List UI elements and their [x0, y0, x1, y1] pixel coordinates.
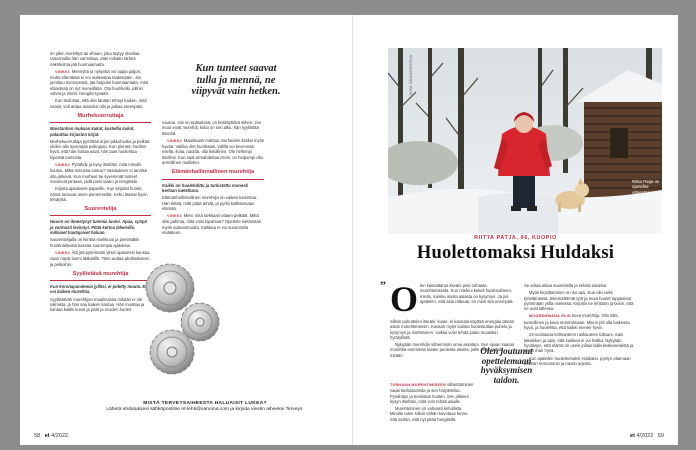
paragraph: nauraa. Jos on epäselvää, on keskityttävä siihen. Jos muut eivät murehdi, kuka on sen alku, hän syyllistää itsensä. [162, 120, 261, 136]
photo-credit: KUVA: SANNA KRISTIINA [409, 55, 413, 95]
section-intro: Huoon on ilmestynyt tummia luomi. Apua, syöpä ja varmasti levinnyt. Pitää kertoa läheisille, millaiset hautajaiset haluan. [50, 219, 147, 236]
magazine-name: et [44, 433, 50, 439]
page-number: 58 [34, 433, 41, 439]
section-title: Murhekuorruttaja [77, 112, 124, 119]
left-page [20, 15, 353, 445]
footer-text: Lähetä ehdotuksesi sähköpostitse et-lehti@sanoma.com ja kirjoita viestin aiheeksi Terveys. [106, 407, 304, 412]
paragraph: Kun tiedostat, että olet tänään tehnyt kaiken, mitä osasit, voit antaa asioiden olla ja jatkaa eteenpäin. [50, 98, 147, 109]
section-intro: Kun koronapandemia jylläsi, ei pidetty muuta. Ei voi kaiken murehtia. [50, 284, 147, 295]
tip-text: Mieti, mitä tarkkaan ottaen pelkäät. Mikä olisi pahinta, mitä voisi tapahtua? Opettele sietämään myös epävarmuutta. Kaikkea ei voi suunnitella etukäteen. [162, 213, 262, 236]
pull-quote-right: Olen joutunut opettelemaan hyväksymisen taidon. [480, 346, 533, 385]
folio-left [34, 433, 68, 439]
paragraph: Elämänhallinnallinen murehtija on vaikea tunnistaa. Hän tietää, mitä pitää tehdä, ja pyrkii hallitsemaan elämää. [162, 195, 258, 211]
issue-number: 4/2022 [636, 433, 654, 439]
tip-text: Mennyttä ja nykyistä voi oppia paljon, mutta elämässä ei voi matkustaa taaksepäin. Jos jumittuu menneessä, jää helposti huomaamatta, mitä elämässä on nyt meneillään. Ota huolihetki, jolloin vatvot ja mietit. Hengitä syvään. [50, 68, 148, 97]
paragraph: Kun ajattelen huolettomaksi Huldaksi, pystyn ottamaan elämän rennommin ja nautin arjesta. [524, 355, 631, 366]
photo-caption: Riitta Patja on opetellut vähentämään murehtimista. [632, 179, 660, 200]
tip-text: Maailmaan mahtuu murheiden lisäksi myös hyvää. Vaikka olet huolissasi, välillä voi kevennää mieltä, iloita, nauttia, olla kiitollinen. Ole hellempi itsellesi. Kun saat armahdettua itsesi, on helpompi olla armollinen muillekin. [162, 137, 265, 166]
right-column-1-top [420, 283, 516, 306]
paragraph: Se antaa aikaa suunnitella ja selvitä asioista. [524, 283, 608, 288]
paragraph-text: kova murehtija. Olin kiltti, tunnollinen ja kova murehtimaan. Minun piti olla kaikessa hyvä, ja huolehtia, että kaikki menee hyvin. [524, 313, 630, 331]
left-column-2 [162, 120, 264, 237]
paragraph: Myös kirjoittaminen on iso apu. Kun olin vielä työelämässä, tekemättömät työt ja muut huolet tuppasivat pyörimään yöllä mielessä. Kirjoitin ne lehtiöön ja tiesin, että ne ovat tallessa. [524, 290, 634, 312]
tip-paragraph [162, 213, 264, 235]
winter-scene [388, 48, 662, 234]
tip-paragraph [50, 162, 151, 184]
divider [162, 179, 264, 180]
section-intro: Muistanhan mukaan kukat, kastellia kukat, palauttaa kirjaston kirjat. [50, 126, 135, 137]
paragraph: Nykyään murehdin vähemmän omia asioitani. Sen sijaan saatan murehtia enemmän lasten puolesta asioita, joille en voi tehdä mitään. [390, 342, 515, 358]
tip-text: Pysähdy ja kysy itseltäsi, mitä minulle kuuluu. Mikä minussa tuntuu? Vastauksen ei tarvitse olla järkevä. Kun murheet tai syvemmät tunteet nousevat pintaan, pidä pieni tauko ja hengittele. [50, 162, 148, 184]
gears-illustration [130, 260, 240, 390]
paragraph: Murhekuorruttaja pyörittää arjen pikkuhuolia ja pelkää niiden allo syvempiä pelkojaan. Kun pienten huolten hyvä, että hän hoitaa asiat, hän taas huolehtaa kipeistä tunteista. [50, 138, 150, 160]
paragraph: Kirjoita ajatuksesi paperille. Kun kirjoitat huolet, nämä tuntuvat usein pienemmiltä. Kehu itseäsi hyvin tehdystä. [50, 186, 148, 202]
folio-right [630, 433, 664, 439]
paragraph: Suurentelijalla on kiinteä mielikuva ja pienistäkin huolenaiheista kasvaa suurempia ajatuksia. [50, 237, 140, 248]
tip-label: VINKKI: [167, 214, 183, 219]
right-page [353, 15, 678, 445]
quote-mark-icon: ” [380, 278, 386, 292]
section-title: Syyllistävä murehtija [72, 270, 129, 277]
paragraph: Silloin puhuttelen itseäni: kuule, ei kannata käyttää energiaa tämän asian murehtimiseen. Kuvaan myös kuinka huolestuttaa puhelu ja kysymys ja miettiminen, vaikka voisi tehdä jotain muutakin hyödyllistä. [390, 319, 515, 340]
paragraph: 24-vuotiaana kolmanteen raskauteen tultuani. Sain takaiskun ja opin, että kaikkea ei voi hallita. Nykyään hyväksyn, että elämä on usein jollain lailla keskeneräistä ja se on ihan hyvä. [524, 332, 634, 354]
tip-paragraph [390, 382, 476, 404]
article-headline: Huolettomaksi Huldaksi [416, 243, 615, 263]
tip-label: VINKKI: [55, 250, 71, 255]
section-lead: TURHAAN MUREHTIMISEEN [390, 383, 446, 387]
tip-label: VINKKI: [167, 138, 183, 143]
paragraph-text: vähentäminen vaatii tiedostamista ja sen harjoittelua. Pysähdyn ja tunnistan huolen. Sen jälkeen kysyn itseltäni, mitä voin tehdä asialle. [390, 382, 474, 404]
section-intro: Kaikki on huolehdittu ja turkistettu monesti kertaan lueteltuna. [162, 182, 249, 193]
footer-heading: MISTÄ TERVEYSAIHEESTA HALUAISIT LUKEA? [143, 401, 267, 406]
paragraph: len kasvattanut itseäni pois turhasta murehtimisesta. Kun mieleni kekeli huolenaiheen, mietin, kuinka isosta asiasta on kysymys. Ja jos ajattelen, että asia ratkeaa, en mieti sitä enempää. [420, 283, 514, 304]
section-title: Elämänhallinnallinen murehtija [171, 169, 255, 176]
article-kicker: RIITTA PATJA, 66, KUOPIO [474, 235, 557, 241]
paragraph: Murehtiminen on vahvasti kehollista. Minulle tulee silloin vähän kuvotava tunne. Sitä tiedän, että nyt pitää hengitellä. [390, 406, 469, 422]
tip-label: VINKKI: [55, 69, 71, 74]
tip-paragraph [50, 69, 151, 96]
footer-callout [60, 401, 350, 413]
divider [50, 122, 151, 123]
issue-number: 4/2022 [51, 433, 68, 439]
tip-text: Älä jää pyörimään yksin ajatustesi kanssa, vaan näytä luomi lääkärille. Tieto auttaa ahdistukseen ja pelkoihin. [50, 249, 151, 267]
drop-cap: O [390, 279, 419, 319]
paragraph: Syyllistävän murehtijan maailmassa mikään ei ole valmista, ja hän saa kaiken kantaa. Hän muistaa ja kantaa kaikki kuvat ja päät ja muiden huolet. [50, 296, 145, 313]
section-title: Suurentelija [84, 206, 117, 213]
section-paragraph [524, 313, 636, 330]
right-column-2 [524, 283, 636, 368]
section-lead: MOOREMMANA OLIN [529, 314, 571, 319]
divider [50, 215, 151, 216]
magazine-name: et [630, 433, 635, 439]
page-number: 59 [657, 433, 664, 439]
paragraph: on jokin merkittyä tai vihaan, joka täytyy olvaltaa. Vatvomalla hän varmistaa, ettei mikään tärkeä näkökulma jää huomaamatta. [50, 51, 141, 67]
right-column-1-bottom [390, 382, 476, 424]
tip-paragraph [162, 138, 264, 165]
portrait-photo [388, 48, 662, 234]
pull-quote: Kun tunteet saavat tulla ja mennä, ne viipyvät vain hetken. [191, 63, 281, 97]
tip-label: VINKKI: [55, 163, 71, 168]
